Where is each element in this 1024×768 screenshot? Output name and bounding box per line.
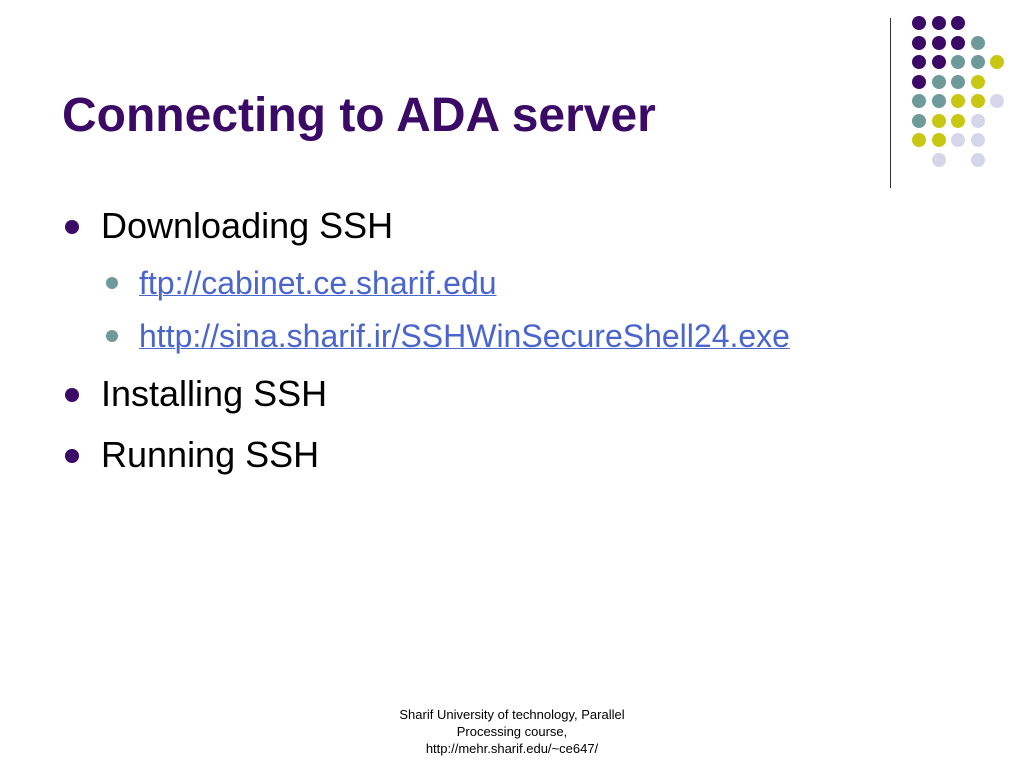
footer-line: Processing course,	[456, 724, 568, 739]
footer-line: http://mehr.sharif.edu/~ce647/	[425, 741, 599, 756]
bullet-installing-ssh	[101, 373, 328, 414]
ftp-cabinet-link[interactable]: ftp://cabinet.ce.sharif.edu	[139, 265, 497, 301]
sub-bullet-marker	[106, 330, 118, 342]
bullet-text: Installing SSH	[101, 373, 328, 414]
slide-title: Connecting to ADA server	[62, 89, 656, 142]
footer-line: Sharif University of technology, Parallel	[399, 707, 625, 722]
bullet-marker	[65, 449, 79, 463]
bullet-text: Running SSH	[101, 434, 320, 475]
sub-bullet-http-link	[139, 320, 790, 352]
slide-footer	[370, 706, 654, 757]
ssh-download-link[interactable]: http://sina.sharif.ir/SSHWinSecureShell24.exe	[139, 318, 790, 354]
bullet-downloading-ssh	[101, 205, 394, 246]
bullet-text: Downloading SSH	[101, 205, 394, 246]
sub-bullet-ftp-link	[139, 267, 497, 299]
bullet-marker	[65, 388, 79, 402]
bullet-running-ssh	[101, 434, 320, 475]
bullet-marker	[65, 220, 79, 234]
sub-bullet-marker	[106, 277, 118, 289]
